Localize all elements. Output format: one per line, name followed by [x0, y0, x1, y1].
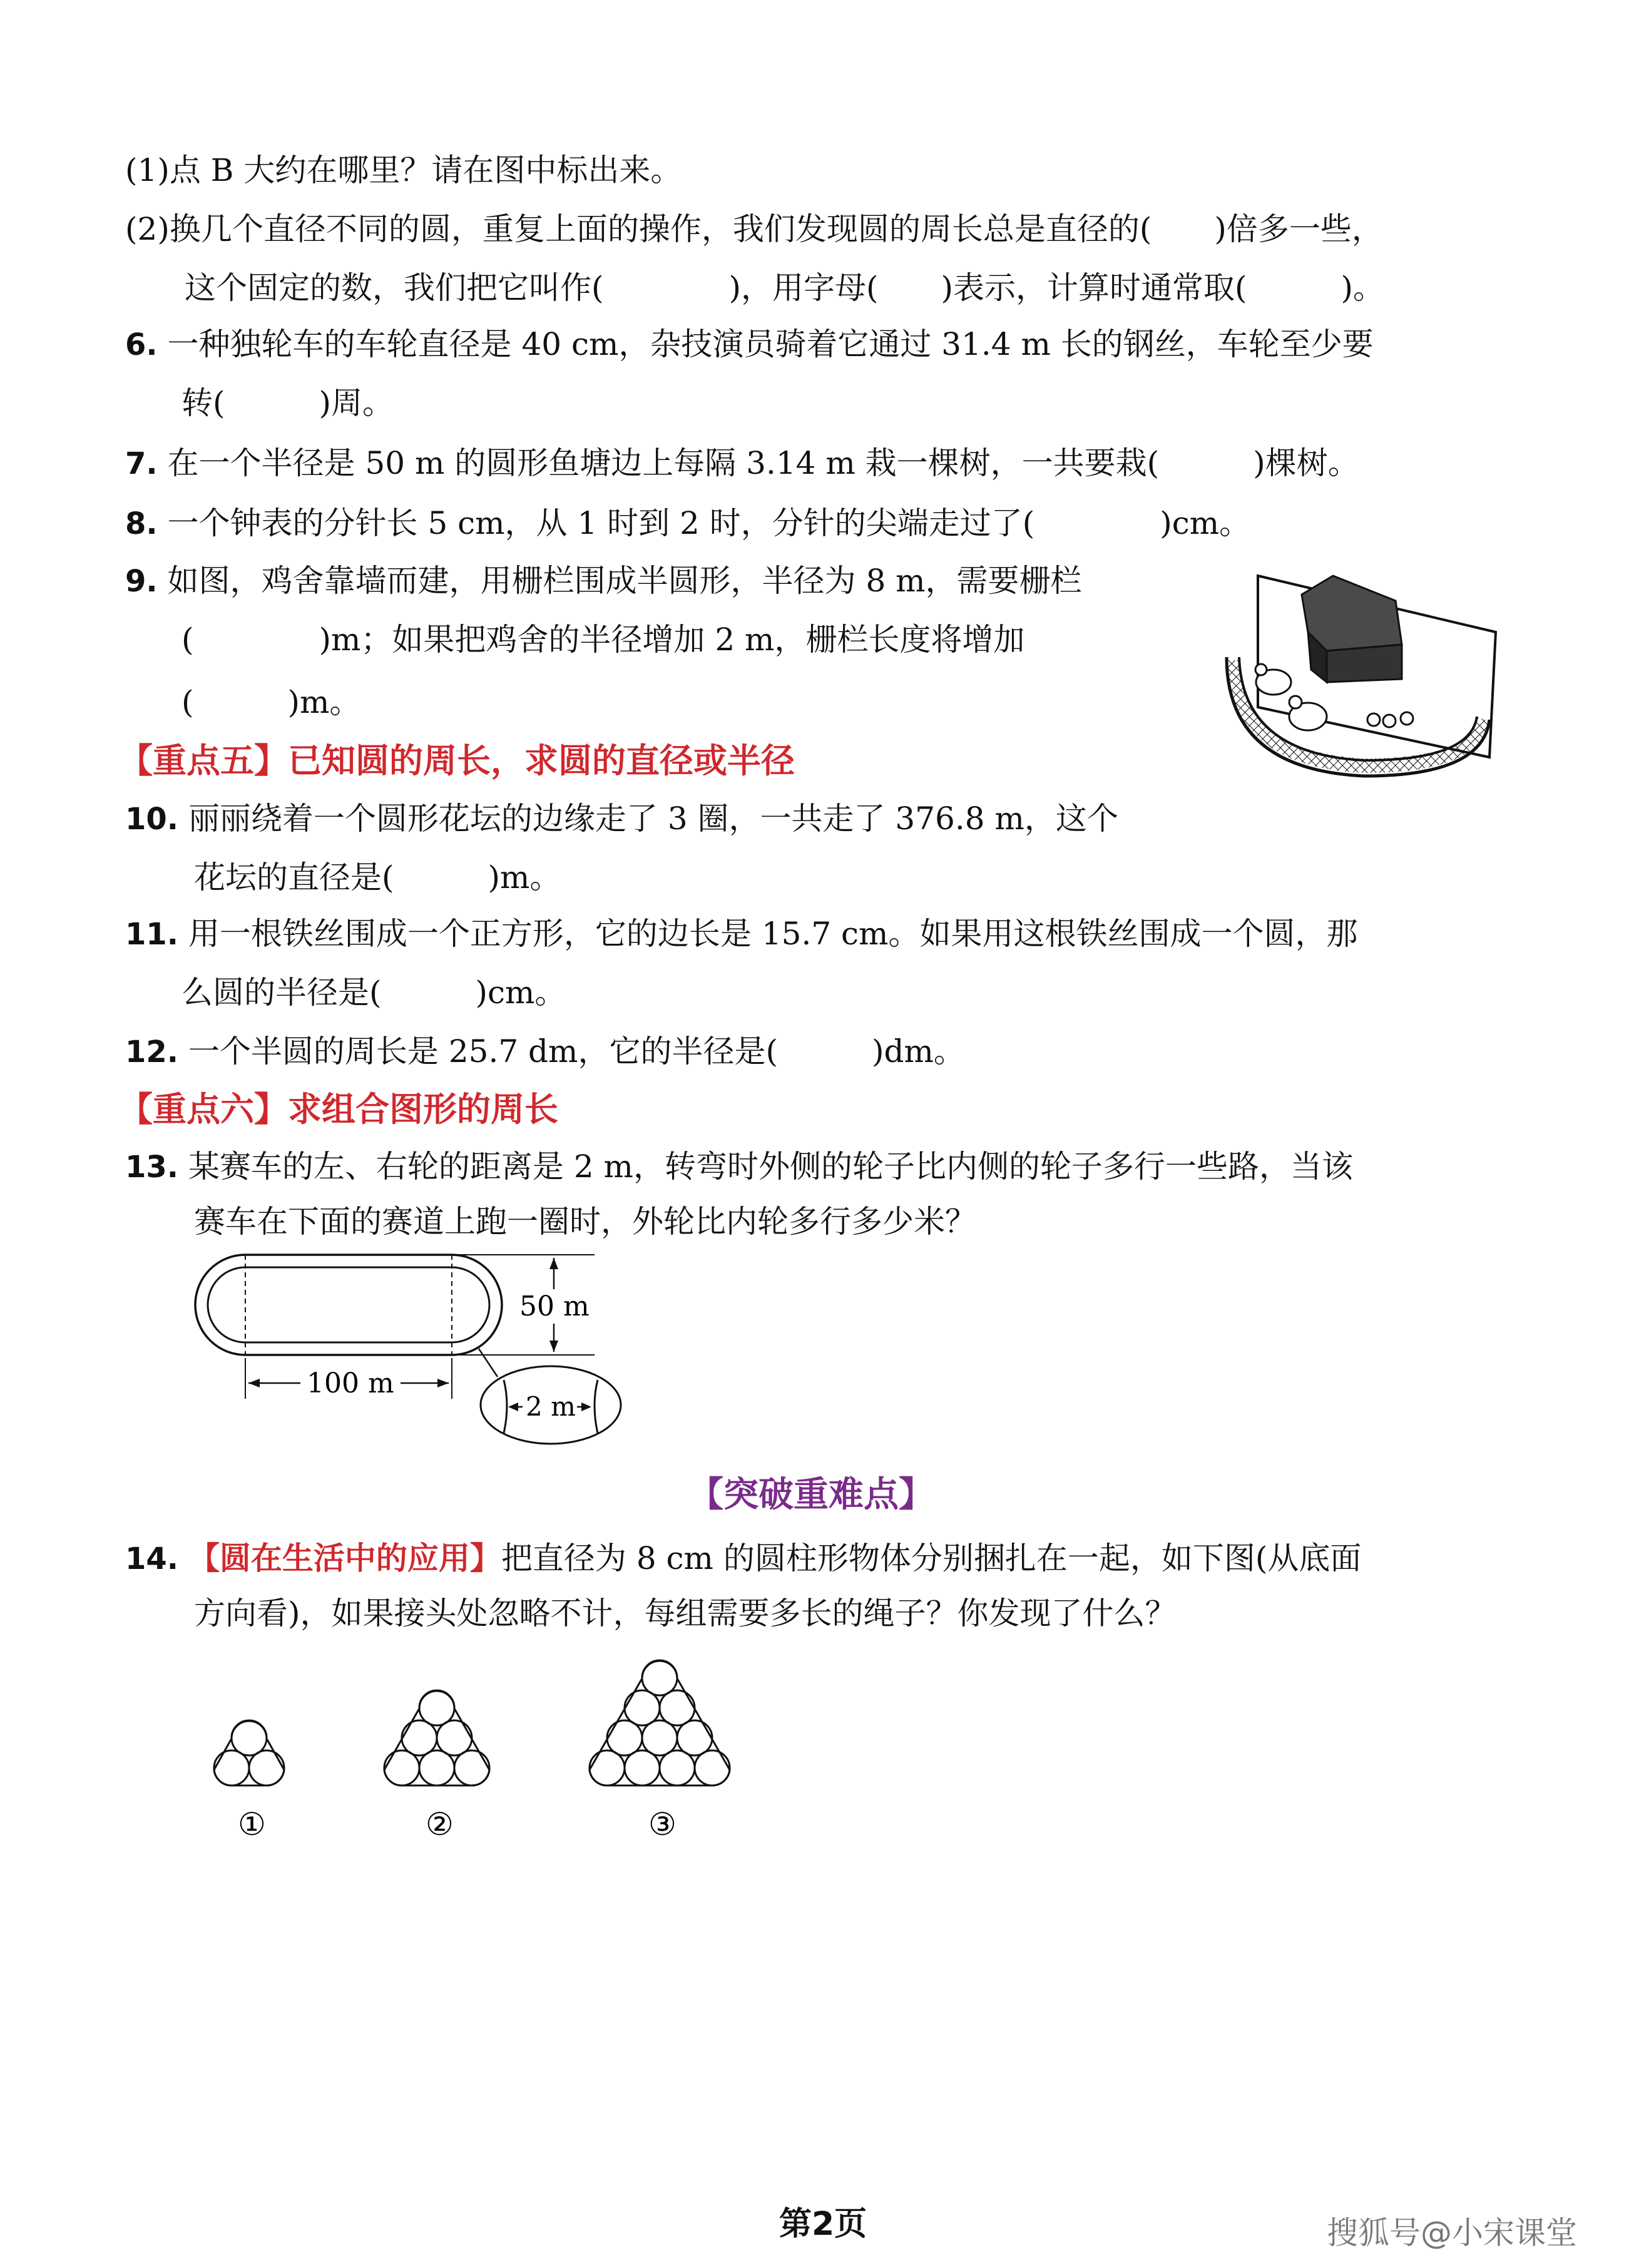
bundles-figure	[181, 1646, 776, 1852]
bundle-label-1: ①	[238, 1806, 266, 1842]
gap-label: 2 m	[526, 1391, 576, 1422]
q13-line1: 某赛车的左、右轮的距离是 2 m，转弯时外侧的轮子比内侧的轮子多行一些路，当该	[188, 1148, 1353, 1185]
q12-number: 12.	[125, 1034, 179, 1070]
height-label: 50 m	[519, 1290, 590, 1322]
section-heading-6: 【重点六】求组合图形的周长	[119, 1090, 558, 1129]
q6	[125, 325, 1374, 364]
q14	[125, 1540, 1361, 1578]
racetrack-figure	[188, 1245, 626, 1452]
q12	[125, 1033, 965, 1071]
q11-line1: 用一根铁丝围成一个正方形，它的边长是 15.7 cm。如果用这根铁丝围成一个圆，那	[188, 916, 1358, 952]
chicken-coop-figure	[1214, 557, 1508, 782]
q13	[125, 1148, 1353, 1186]
q12-text: 一个半圆的周长是 25.7 dm，它的半径是( )dm。	[188, 1033, 965, 1070]
chick-3	[1401, 712, 1413, 725]
q5-sub1: (1)点 B 大约在哪里？请在图中标出来。	[125, 152, 682, 188]
q9-line2: ( )m；如果把鸡舍的半径增加 2 m，栅栏长度将增加	[181, 621, 1025, 658]
q13-line2: 赛车在下面的赛道上跑一圈时，外轮比内轮多行多少米？	[194, 1203, 976, 1240]
breakthrough-heading: 【突破重难点】	[688, 1474, 934, 1515]
q10-line2: 花坛的直径是( )m。	[194, 859, 561, 896]
q8-number: 8.	[125, 506, 158, 541]
q9-line1: 如图，鸡舍靠墙而建，用栅栏围成半圆形，半径为 8 m，需要栅栏	[167, 563, 1082, 599]
bundle-label-3: ③	[648, 1806, 677, 1842]
q8	[125, 504, 1250, 543]
section-heading-5: 【重点五】已知圆的周长，求圆的直径或半径	[119, 741, 795, 780]
q10-number: 10.	[125, 802, 179, 837]
q9-number: 9.	[125, 564, 158, 599]
q13-number: 13.	[125, 1150, 179, 1185]
page-number: 第2页	[779, 2205, 867, 2243]
q14-number: 14.	[125, 1541, 179, 1576]
length-label: 100 m	[307, 1367, 394, 1399]
q10	[125, 800, 1118, 838]
chick-1	[1367, 713, 1380, 726]
coop-side	[1327, 645, 1402, 682]
q7-text: 在一个半径是 50 m 的圆形鱼塘边上每隔 3.14 m 栽一棵树，一共要栽( )棵树。	[167, 445, 1359, 481]
q9	[125, 562, 1082, 600]
q11-number: 11.	[125, 917, 179, 952]
track-outer	[195, 1255, 502, 1355]
q8-text: 一个钟表的分针长 5 cm，从 1 时到 2 时，分针的尖端走过了( )cm。	[167, 505, 1251, 541]
q6-line2: 转( )周。	[181, 385, 394, 421]
q6-line1: 一种独轮车的车轮直径是 40 cm，杂技演员骑着它通过 31.4 m 长的钢丝，车轮至少要	[167, 326, 1374, 362]
q14-tag: 【圆在生活中的应用】	[188, 1540, 501, 1576]
q11-line2: 么圆的半径是( )cm。	[181, 974, 566, 1011]
q14-line1: 把直径为 8 cm 的圆柱形物体分别捆扎在一起，如下图(从底面	[501, 1540, 1362, 1576]
q5-sub2-line1: (2)换几个直径不同的圆，重复上面的操作，我们发现圆的周长总是直径的( )倍多一些，	[125, 211, 1383, 247]
q7	[125, 444, 1359, 483]
q10-line1: 丽丽绕着一个圆形花坛的边缘走了 3 圈，一共走了 376.8 m，这个	[188, 800, 1118, 837]
track-inner	[208, 1267, 489, 1342]
q6-number: 6.	[125, 327, 158, 362]
q11	[125, 915, 1357, 953]
q5-sub2-line2: 这个固定的数，我们把它叫作( )，用字母( )表示，计算时通常取( )。	[185, 270, 1385, 306]
bundle-label-2: ②	[426, 1806, 454, 1842]
chick-2	[1383, 715, 1396, 727]
bundle-3	[590, 1660, 730, 1785]
bundle-1	[214, 1720, 284, 1785]
bundle-2	[384, 1690, 489, 1785]
watermark: 搜狐号@小宋课堂	[1327, 2215, 1577, 2251]
q14-line2: 方向看)，如果接头处忽略不计，每组需要多长的绳子？你发现了什么？	[194, 1595, 1177, 1632]
q7-number: 7.	[125, 446, 158, 481]
q9-line3: ( )m。	[181, 684, 361, 720]
